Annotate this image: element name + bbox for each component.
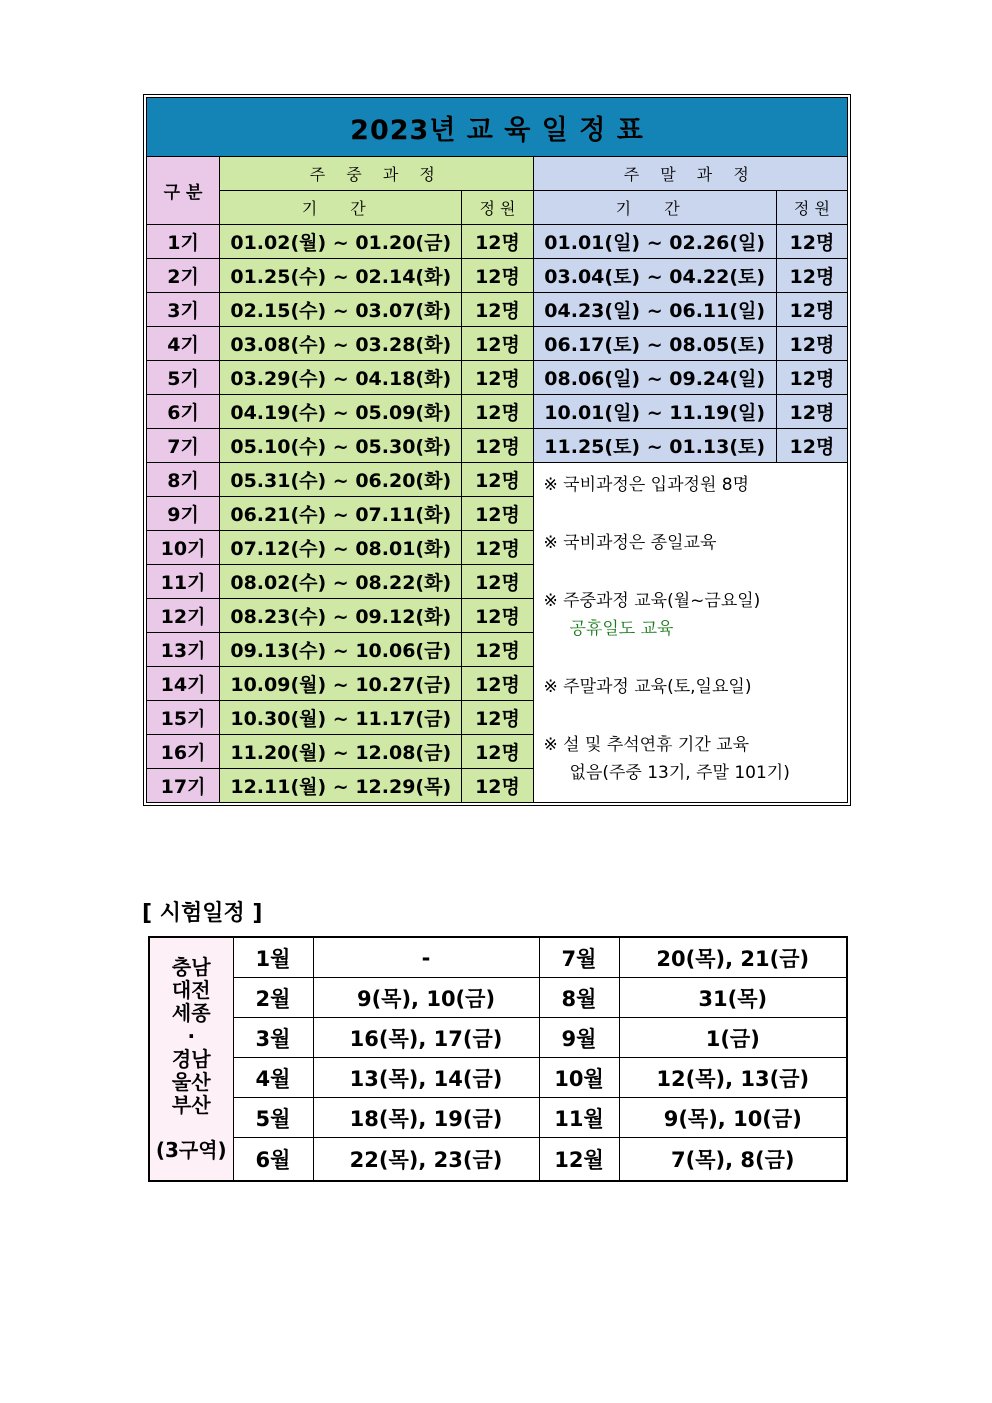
term-cell: 1기 <box>147 225 220 259</box>
weekday-period-cell: 05.10(수) ~ 05.30(화) <box>220 429 462 463</box>
exam-dates-cell: 20(목), 21(금) <box>619 937 847 978</box>
exam-month-cell: 5월 <box>233 1098 313 1138</box>
weekday-period-cell: 02.15(수) ~ 03.07(화) <box>220 293 462 327</box>
term-cell: 2기 <box>147 259 220 293</box>
exam-month-cell: 7월 <box>539 937 619 978</box>
note-holiday-closure <box>544 731 841 787</box>
weekend-period-cell: 01.01(일) ~ 02.26(일) <box>533 225 776 259</box>
weekday-period-cell: 11.20(월) ~ 12.08(금) <box>220 735 462 769</box>
weekday-capacity-cell: 12명 <box>462 531 533 565</box>
exam-month-cell: 8월 <box>539 978 619 1018</box>
exam-dates-cell: 31(목) <box>619 978 847 1018</box>
note-weekend-course: ※ 주말과정 교육(토,일요일) <box>543 677 752 697</box>
weekday-capacity-cell: 12명 <box>462 395 533 429</box>
term-cell: 12기 <box>147 599 220 633</box>
weekend-capacity-cell: 12명 <box>776 429 847 463</box>
weekday-capacity-cell: 12명 <box>462 701 533 735</box>
weekday-period-cell: 12.11(월) ~ 12.29(목) <box>220 769 462 803</box>
weekday-capacity-header: 정 원 <box>462 191 533 225</box>
note-holiday-text: 공휴일도 교육 <box>569 619 674 639</box>
exam-schedule-table <box>148 936 848 1182</box>
weekend-capacity-header: 정 원 <box>776 191 847 225</box>
exam-dates-cell: 9(목), 10(금) <box>313 978 539 1018</box>
weekend-capacity-cell: 12명 <box>776 293 847 327</box>
exam-dates-cell: 1(금) <box>619 1018 847 1058</box>
term-cell: 4기 <box>147 327 220 361</box>
weekday-capacity-cell: 12명 <box>462 769 533 803</box>
exam-dates-cell: 7(목), 8(금) <box>619 1138 847 1182</box>
note-government-capacity: ※ 국비과정은 입과정원 8명 <box>543 475 750 495</box>
term-cell: 16기 <box>147 735 220 769</box>
weekday-period-cell: 06.21(수) ~ 07.11(화) <box>220 497 462 531</box>
exam-month-cell: 12월 <box>539 1138 619 1182</box>
term-cell: 11기 <box>147 565 220 599</box>
weekday-period-cell: 08.23(수) ~ 09.12(화) <box>220 599 462 633</box>
region-separator: · <box>187 1024 196 1048</box>
note-weekday-course <box>544 587 841 643</box>
weekday-course-header: 주 중 과 정 <box>220 157 533 191</box>
region-name: 대전 <box>171 978 211 1002</box>
term-cell: 8기 <box>147 463 220 497</box>
exam-month-cell: 4월 <box>233 1058 313 1098</box>
weekend-course-header: 주 말 과 정 <box>533 157 847 191</box>
exam-dates-cell: 13(목), 14(금) <box>313 1058 539 1098</box>
term-cell: 5기 <box>147 361 220 395</box>
exam-month-cell: 3월 <box>233 1018 313 1058</box>
table-row <box>149 1138 847 1182</box>
region-name: 경남 <box>171 1047 211 1071</box>
note-holiday-closure-text: ※ 설 및 추석연휴 기간 교육 <box>543 735 749 755</box>
weekday-capacity-cell: 12명 <box>462 259 533 293</box>
region-name: 충남 <box>171 955 211 979</box>
weekday-period-cell: 10.30(월) ~ 11.17(금) <box>220 701 462 735</box>
exam-dates-cell: 22(목), 23(금) <box>313 1138 539 1182</box>
exam-dates-cell: 18(목), 19(금) <box>313 1098 539 1138</box>
weekday-capacity-cell: 12명 <box>462 225 533 259</box>
term-cell: 14기 <box>147 667 220 701</box>
term-cell: 7기 <box>147 429 220 463</box>
exam-month-cell: 10월 <box>539 1058 619 1098</box>
weekend-capacity-cell: 12명 <box>776 225 847 259</box>
note-holiday-closure-detail: 없음(주중 13기, 주말 101기) <box>569 763 790 783</box>
term-cell: 13기 <box>147 633 220 667</box>
weekend-period-cell: 11.25(토) ~ 01.13(토) <box>533 429 776 463</box>
table-row <box>149 1018 847 1058</box>
weekend-capacity-cell: 12명 <box>776 259 847 293</box>
term-cell: 3기 <box>147 293 220 327</box>
term-cell: 17기 <box>147 769 220 803</box>
table-row <box>147 225 848 259</box>
weekday-period-header: 기 간 <box>220 191 462 225</box>
weekend-capacity-cell: 12명 <box>776 395 847 429</box>
table-row <box>147 327 848 361</box>
exam-month-cell: 1월 <box>233 937 313 978</box>
weekday-period-cell: 04.19(수) ~ 05.09(화) <box>220 395 462 429</box>
schedule-title: 2023년 교 육 일 정 표 <box>147 98 848 157</box>
weekend-period-cell: 06.17(토) ~ 08.05(토) <box>533 327 776 361</box>
table-row <box>149 978 847 1018</box>
weekday-capacity-cell: 12명 <box>462 429 533 463</box>
weekday-period-cell: 03.29(수) ~ 04.18(화) <box>220 361 462 395</box>
weekday-period-cell: 08.02(수) ~ 08.22(화) <box>220 565 462 599</box>
weekday-capacity-cell: 12명 <box>462 293 533 327</box>
weekday-capacity-cell: 12명 <box>462 599 533 633</box>
weekday-period-cell: 03.08(수) ~ 03.28(화) <box>220 327 462 361</box>
weekday-period-cell: 01.25(수) ~ 02.14(화) <box>220 259 462 293</box>
table-row <box>147 429 848 463</box>
weekday-capacity-cell: 12명 <box>462 361 533 395</box>
weekday-period-cell: 01.02(월) ~ 01.20(금) <box>220 225 462 259</box>
table-row <box>149 937 847 978</box>
exam-dates-cell: 16(목), 17(금) <box>313 1018 539 1058</box>
region-name: 세종 <box>171 1001 211 1025</box>
weekday-period-cell: 10.09(월) ~ 10.27(금) <box>220 667 462 701</box>
weekend-period-cell: 10.01(일) ~ 11.19(일) <box>533 395 776 429</box>
weekend-capacity-cell: 12명 <box>776 327 847 361</box>
term-cell: 9기 <box>147 497 220 531</box>
term-cell: 6기 <box>147 395 220 429</box>
weekend-capacity-cell: 12명 <box>776 361 847 395</box>
weekend-period-cell: 04.23(일) ~ 06.11(일) <box>533 293 776 327</box>
weekday-capacity-cell: 12명 <box>462 463 533 497</box>
weekday-capacity-cell: 12명 <box>462 667 533 701</box>
exam-dates-cell: - <box>313 937 539 978</box>
note-weekday-course-text: ※ 주중과정 교육(월~금요일) <box>543 591 761 611</box>
table-row <box>147 463 848 497</box>
table-row <box>147 361 848 395</box>
weekday-capacity-cell: 12명 <box>462 327 533 361</box>
weekday-capacity-cell: 12명 <box>462 565 533 599</box>
table-row <box>149 1058 847 1098</box>
table-row <box>147 259 848 293</box>
weekday-capacity-cell: 12명 <box>462 497 533 531</box>
weekend-period-cell: 08.06(일) ~ 09.24(일) <box>533 361 776 395</box>
note-government-fullday: ※ 국비과정은 종일교육 <box>543 533 717 553</box>
exam-section-title: [ 시험일정 ] <box>142 901 263 926</box>
term-cell: 10기 <box>147 531 220 565</box>
weekend-period-header: 기 간 <box>533 191 776 225</box>
exam-region-cell <box>149 937 233 1181</box>
weekend-period-cell: 03.04(토) ~ 04.22(토) <box>533 259 776 293</box>
weekday-period-cell: 05.31(수) ~ 06.20(화) <box>220 463 462 497</box>
exam-month-cell: 2월 <box>233 978 313 1018</box>
table-row <box>147 395 848 429</box>
table-row <box>147 293 848 327</box>
education-schedule-table <box>146 97 848 803</box>
exam-dates-cell: 9(목), 10(금) <box>619 1098 847 1138</box>
weekday-period-cell: 07.12(수) ~ 08.01(화) <box>220 531 462 565</box>
region-count: (3구역) <box>155 1138 227 1162</box>
weekday-period-cell: 09.13(수) ~ 10.06(금) <box>220 633 462 667</box>
region-name: 울산 <box>171 1070 211 1094</box>
table-row <box>149 1098 847 1138</box>
exam-month-cell: 11월 <box>539 1098 619 1138</box>
exam-month-cell: 6월 <box>233 1138 313 1182</box>
exam-month-cell: 9월 <box>539 1018 619 1058</box>
exam-dates-cell: 12(목), 13(금) <box>619 1058 847 1098</box>
region-name: 부산 <box>171 1093 211 1117</box>
notes-panel <box>533 463 847 803</box>
term-cell: 15기 <box>147 701 220 735</box>
weekday-capacity-cell: 12명 <box>462 633 533 667</box>
weekday-capacity-cell: 12명 <box>462 735 533 769</box>
gubun-header: 구 분 <box>147 157 220 225</box>
